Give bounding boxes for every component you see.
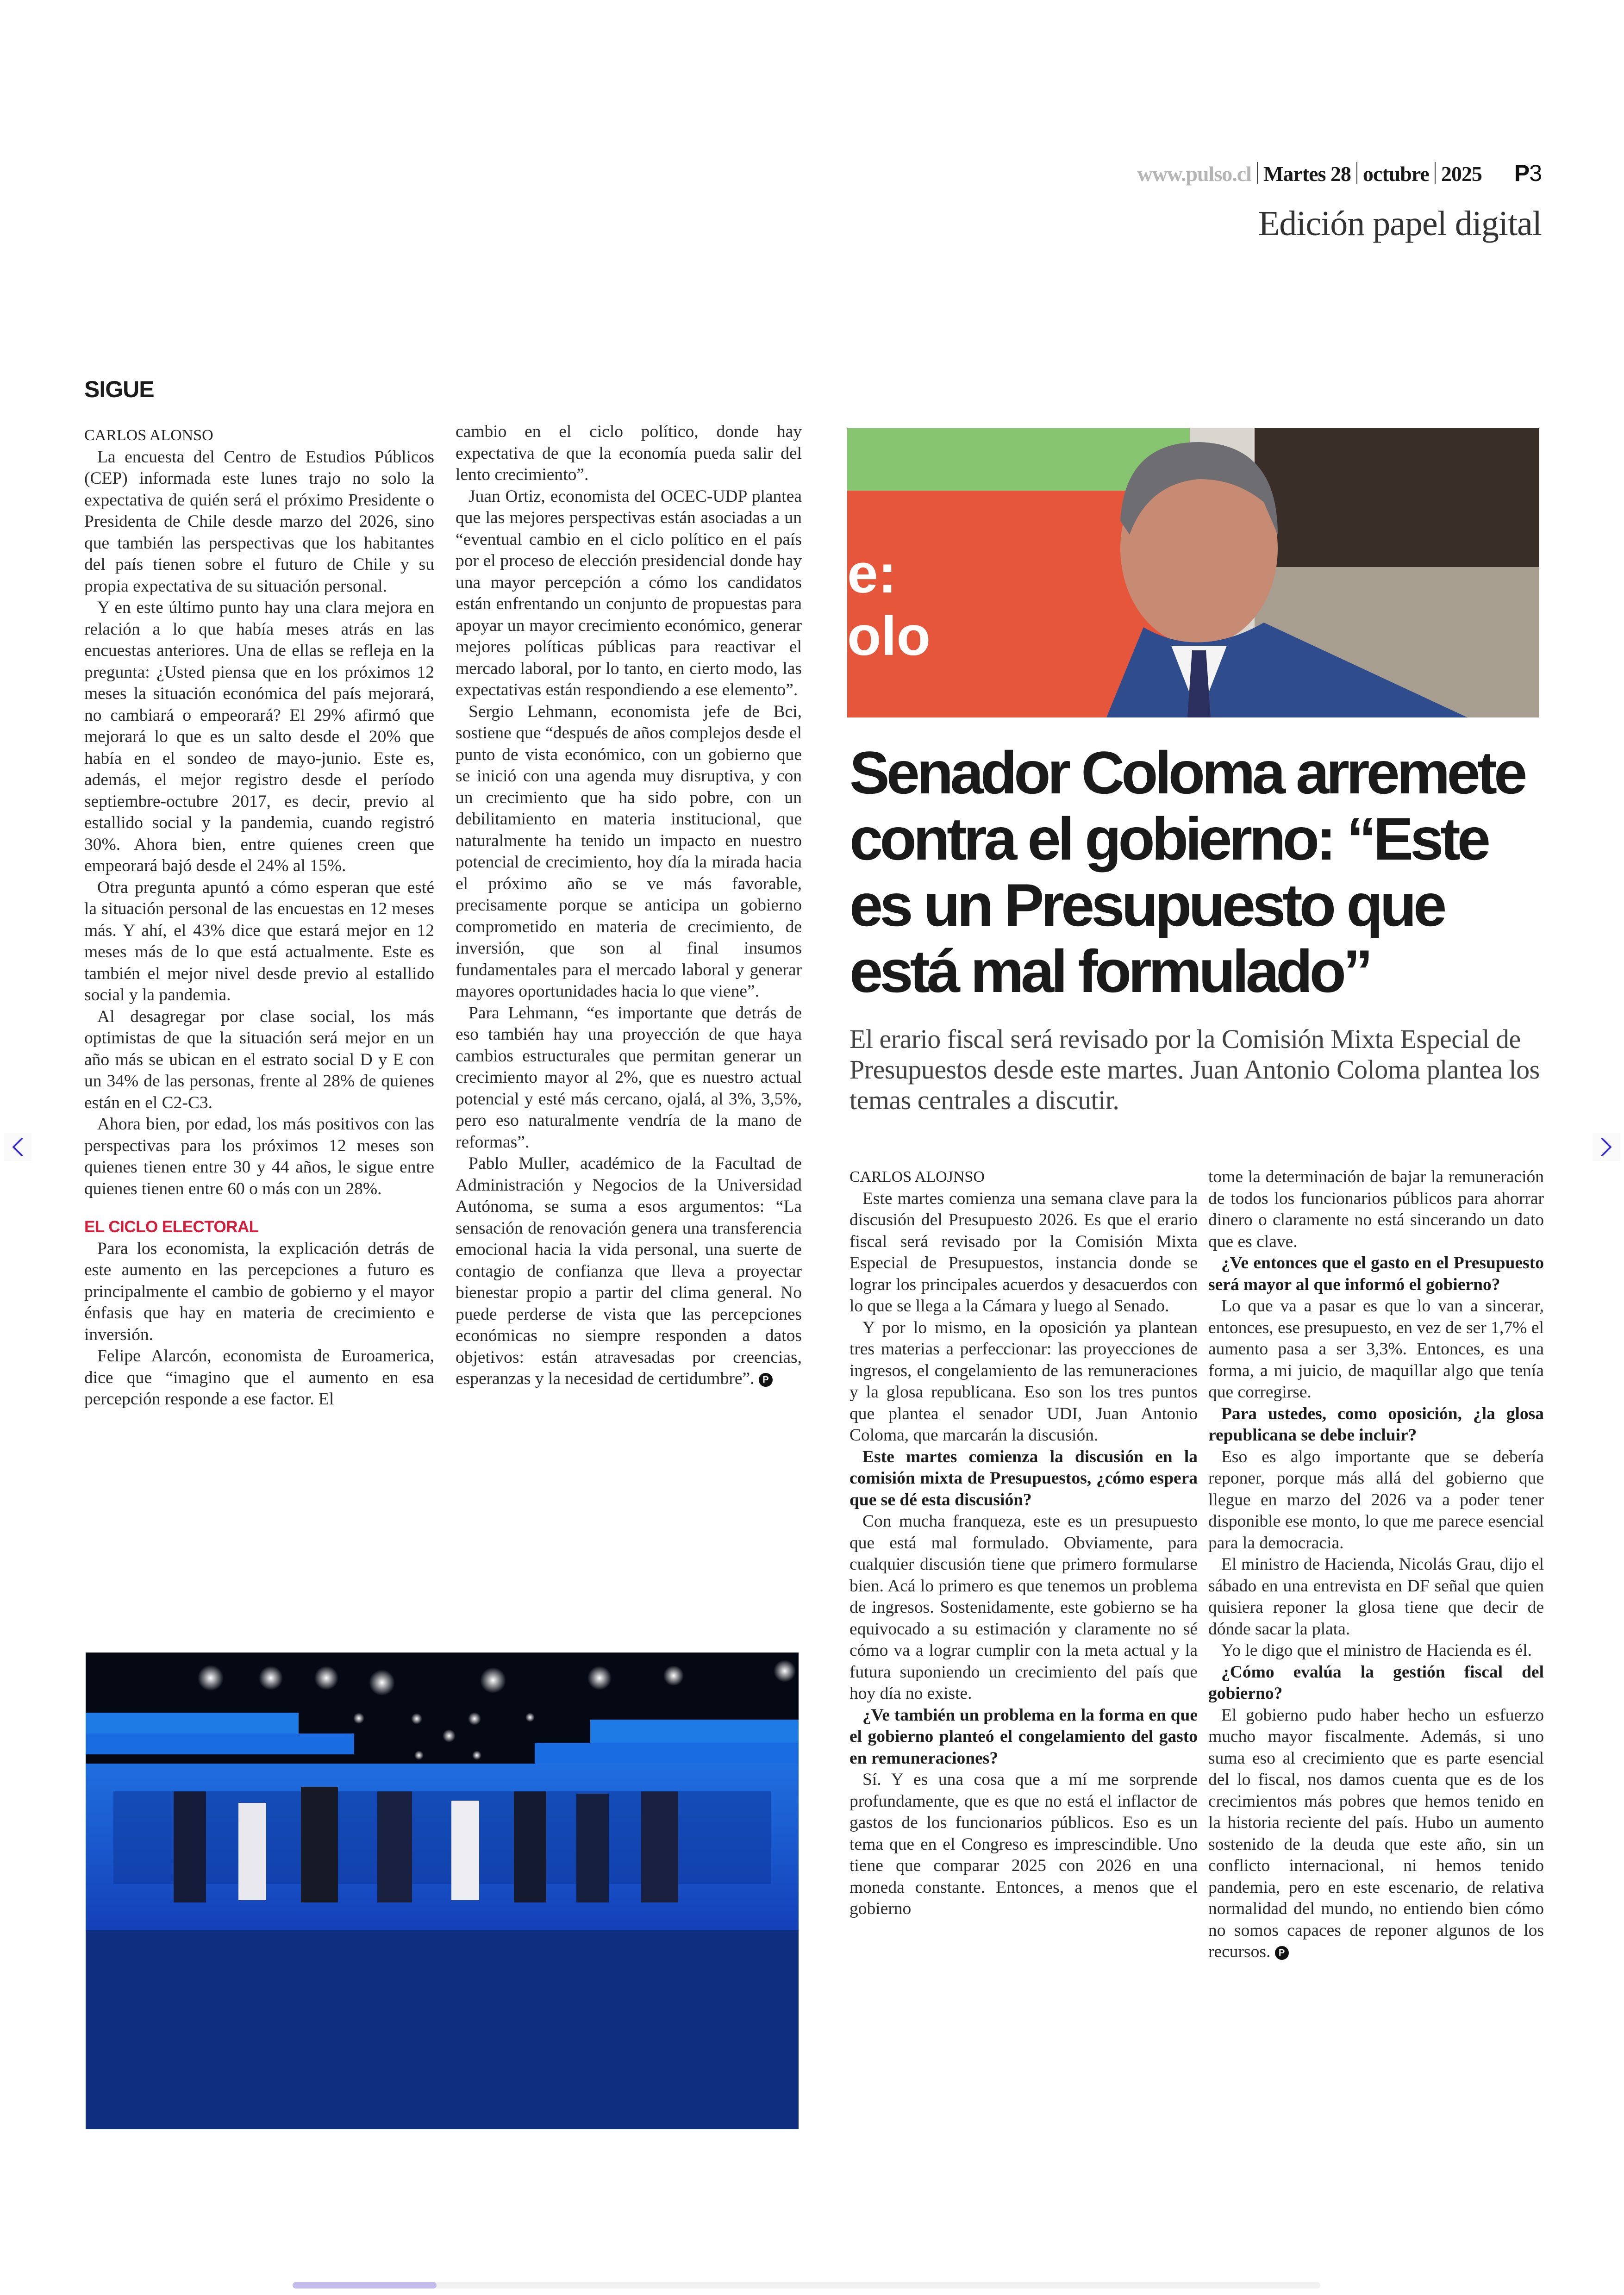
paragraph: Juan Ortiz, economista del OCEC-UDP plantea que las mejores perspectivas están asociadas a un “eventual cambio en el ciclo político en el país por el proceso de elección presidencial donde hay una mayor percepción a cómo los candidatos están enfrentando un conjunto de propuestas para apoyar un mayor crecimiento económico, generar mejores políticas públicas para reactivar el mercado laboral, por lo tanto, en cierto modo, las expectativas están respondiendo a ese elemento”. bbox=[456, 486, 802, 699]
paragraph: Para Lehmann, “es importante que detrás de eso también hay una proyección de que haya cambios estructurales que permitan generar un crecimiento mayor al 2%, que es nuestro actual potencial y esté más cercano, ojalá, al 3%, 3,5%, pero eso naturalmente vendría de la mano de reformas”. bbox=[456, 1003, 802, 1152]
separator bbox=[1356, 162, 1357, 184]
interview-answer: Eso es algo importante que se debería reponer, porque más allá del gobierno que llegue en marzo del 2026 va a poder tener disponible ese monto, lo que me parece esencial para la democracia. bbox=[1208, 1447, 1544, 1553]
subheading: EL CICLO ELECTORAL bbox=[84, 1218, 259, 1236]
paragraph: Ahora bien, por edad, los más positivos con las perspectivas para los próximos 12 meses son quienes tienen entre 30 y 44 años, le sigue entre quienes tienen entre 60 o más con un 28%. bbox=[84, 1115, 434, 1198]
article-headline: Senador Coloma arremete contra el gobierno: “Este es un Presupuesto que está mal formulado” bbox=[849, 739, 1524, 1005]
chevron-left-icon bbox=[11, 1137, 25, 1157]
chevron-right-icon bbox=[1599, 1137, 1613, 1157]
pulso-end-icon: P bbox=[759, 1373, 773, 1387]
site-url: www.pulso.cl bbox=[1137, 162, 1251, 186]
page-number: P3 bbox=[1514, 160, 1542, 186]
separator bbox=[1257, 162, 1258, 184]
header-month: octubre bbox=[1362, 162, 1429, 186]
byline: CARLOS ALOJNSO bbox=[849, 1168, 985, 1185]
paragraph: Pablo Muller, académico de la Facultad de Administración y Negocios de la Universidad Autónoma, se suma a esos argumentos: “La sensación de renovación genera una transferencia emocional hacia la vida personal, una suerte de contagio de confianza que lleva a proyectar bienestar propio a partir del clima general. No puede perderse de vista que las percepciones económicas no siempre responden a datos objetivos: están atravesadas por creencias, esperanzas y la necesidad de certidumbre”. P bbox=[456, 1154, 802, 1388]
next-page-button[interactable] bbox=[1593, 1133, 1620, 1161]
paragraph: Sergio Lehmann, economista jefe de Bci, sostiene que “después de años complejos desde el punto de vista económico, con un gobierno que se inició con una agenda muy disruptiva, y con un crecimiento que ha sido pobre, con un debilitamiento en materia institucional, que naturalmente ha tenido un impacto en nuestro potencial de crecimiento, hoy día la mirada hacia el próximo año se ve más favorable, precisamente porque se anticipa un gobierno comprometido en materia de crecimiento, de inversión, que son al final insumos fundamentales para el mercado laboral y generar mayores oportunidades hacia lo que viene”. bbox=[456, 702, 802, 1001]
left-article-column-2 bbox=[456, 421, 802, 1390]
interview-question: ¿Ve entonces que el gasto en el Presupuesto será mayor al que informó el gobierno? bbox=[1208, 1254, 1544, 1294]
debate-stage-illustration bbox=[86, 1653, 799, 2129]
previous-page-button[interactable] bbox=[4, 1133, 31, 1161]
header-day: Martes 28 bbox=[1263, 162, 1351, 186]
paragraph: Al desagregar por clase social, los más optimistas de que la situación será mejor en un año más se ubican en el estrato social D y E con un 34% de las personas, frente al 28% de quienes están en el C2-C3. bbox=[84, 1007, 434, 1112]
paragraph: Y en este último punto hay una clara mejora en relación a lo que había meses atrás en las encuestas anteriores. Una de ellas se refleja en la pregunta: ¿Usted piensa que en los próximos 12 meses la situación económica del país mejorará, no cambiará o empeorará? El 29% afirmó que mejorará lo que es un salto desde el 20% que había en el sondeo de mayo-junio. Este es, además, el mejor registro desde el período septiembre-octubre 2017, es decir, previo al estallido social y la pandemia, cuando registró 30%. Ahora bien, entre quienes creen que empeorará bajó desde el 24% al 15%. bbox=[84, 598, 434, 875]
page-header bbox=[1137, 160, 1542, 187]
right-article-column-2 bbox=[1208, 1166, 1544, 1963]
scrollbar-thumb[interactable] bbox=[293, 2282, 437, 2289]
coloma-portrait-illustration bbox=[847, 428, 1539, 717]
coloma-portrait-photo bbox=[847, 428, 1539, 717]
interview-question: Para ustedes, como oposición, ¿la glosa republicana se debe incluir? bbox=[1208, 1404, 1544, 1445]
paragraph: Otra pregunta apuntó a cómo esperan que esté la situación personal de las encuestas en 12 meses más. Y ahí, el 43% dice que estará mejor en 12 meses más de lo que está actualmente. Este es también el mejor nivel desde previo al estallido social y la pandemia. bbox=[84, 878, 434, 1004]
banner-text: e: bbox=[847, 543, 897, 605]
left-article-column-1 bbox=[84, 425, 434, 1410]
separator bbox=[1435, 162, 1436, 184]
interview-question: Este martes comienza la discusión en la comisión mixta de Presupuestos, ¿cómo espera que se dé esta discusión? bbox=[849, 1447, 1198, 1509]
paragraph: La encuesta del Centro de Estudios Públicos (CEP) informada este lunes trajo no solo la expectativa de quién será el próximo Presidente o Presidenta de Chile desde marzo del 2026, sino que también las perspectivas que los habitantes del país tienen sobre el futuro de Chile y su propia expectativa de su situación personal. bbox=[84, 447, 434, 596]
interview-answer: Lo que va a pasar es que lo van a sincerar, entonces, ese presupuesto, en vez de ser 1,7% el aumento pasa a ser 3,3%. Entonces, es una forma, a mi juicio, de maquillar algo que tenía que corregirse. bbox=[1208, 1297, 1544, 1402]
debate-candidates-photo bbox=[86, 1653, 799, 2129]
byline: CARLOS ALONSO bbox=[84, 427, 213, 444]
interview-question: ¿Ve también un problema en la forma en que el gobierno planteó el congelamiento del gasto en remuneraciones? bbox=[849, 1705, 1198, 1768]
interview-answer: Con mucha franqueza, este es un presupuesto que está mal formulado. Obviamente, para cualquier discusión tiene que primero formularse bien. Acá lo primero es que tenemos un problema de ingresos. Sostenidamente, este gobierno se ha equivocado a su estimación y claramente no sé cómo va a lograr cumplir con la meta actual y la futura suponiendo un crecimiento del país que hoy día no existe. bbox=[849, 1512, 1198, 1703]
pulso-end-icon: P bbox=[1275, 1946, 1289, 1960]
paragraph: cambio en el ciclo político, donde hay expectativa de que la economía pueda salir del lento crecimiento”. bbox=[456, 422, 802, 484]
edition-label: Edición papel digital bbox=[1258, 204, 1542, 243]
paragraph: Para los economista, la explicación detrás de este aumento en las percepciones a futuro es principalmente el cambio de gobierno y el mayor énfasis que hay en materia de crecimiento e inversión. bbox=[84, 1239, 434, 1344]
article-dek: El erario fiscal será revisado por la Comisión Mixta Especial de Presupuestos desde este martes. Juan Antonio Coloma plantea los temas centrales a discutir. bbox=[849, 1024, 1540, 1115]
header-year: 2025 bbox=[1441, 162, 1482, 186]
paragraph: Yo le digo que el ministro de Hacienda es él. bbox=[1221, 1641, 1532, 1660]
paragraph: Y por lo mismo, en la oposición ya plantean tres materias a perfeccionar: las proyecciones de ingresos, el congelamiento de las remuneraciones y la glosa republicana. Eso son los tres puntos que plantea el senador UDI, Juan Antonio Coloma, que marcarán la discusión. bbox=[849, 1318, 1198, 1445]
interview-answer: El gobierno pudo haber hecho un esfuerzo mucho mayor fiscalmente. Además, si uno suma eso al crecimiento que es parte esencial del lo fiscal, nos damos cuenta que es de los crecimientos más pobres que hemos tenido en la historia reciente del país. Hubo un aumento sostenido de la deuda que este año, sin un conflicto internacional, ni hemos tenido pandemia, pero en este escenario, de relativa normalidad del mundo, no entiendo bien cómo no somos capaces de reponer algunos de los recursos. P bbox=[1208, 1705, 1544, 1961]
banner-text: olo bbox=[847, 605, 931, 667]
paragraph: Este martes comienza una semana clave para la discusión del Presupuesto 2026. Es que el erario fiscal será revisado por la Comisión Mixta Especial de Presupuestos, instancia donde se lograr los principales acuerdos y desacuerdos con lo que se llega a la Cámara y luego al Senado. bbox=[849, 1189, 1198, 1316]
paragraph: El ministro de Hacienda, Nicolás Grau, dijo el sábado en una entrevista en DF señal que quien quisiera reponer la glosa tiene que decir de dónde sacar la plata. bbox=[1208, 1555, 1544, 1639]
interview-question: ¿Cómo evalúa la gestión fiscal del gobierno? bbox=[1208, 1662, 1544, 1703]
interview-answer: Sí. Y es una cosa que a mí me sorprende profundamente, que es que no está el inflactor de gastos de los funcionarios públicos. Eso es un tema que en el Congreso es imprescindible. Uno tiene que comparar 2025 con 2026 en una moneda constante. Entonces, a menos que el gobierno bbox=[849, 1770, 1198, 1918]
page-scrollbar[interactable] bbox=[293, 2282, 1320, 2289]
interview-answer: tome la determinación de bajar la remuneración de todos los funcionarios públicos para ahorrar dinero o claramente no está sincerando un dato que es clave. bbox=[1208, 1167, 1544, 1251]
section-label: SIGUE bbox=[84, 376, 154, 402]
paragraph: Felipe Alarcón, economista de Euroamerica, dice que “imagino que el aumento en esa percepción responde a ese factor. El bbox=[84, 1347, 434, 1409]
right-article-column-1 bbox=[849, 1166, 1198, 1920]
